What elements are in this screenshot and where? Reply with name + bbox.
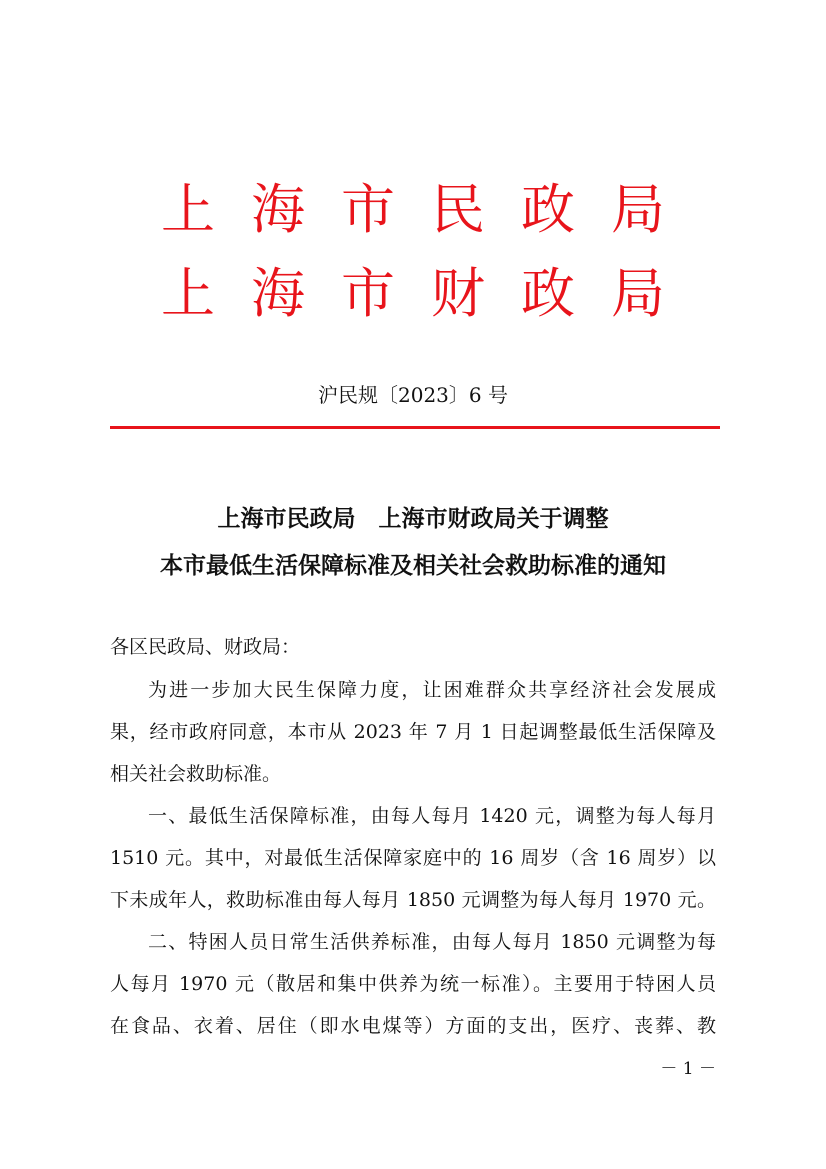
body-line: 二、特困人员日常生活供养标准，由每人每月 1850 元调整为每 (148, 931, 716, 953)
body-line: 一、最低生活保障标准，由每人每月 1420 元，调整为每人每月 (148, 805, 716, 827)
document-number: 沪民规〔2023〕6 号 (318, 383, 508, 407)
body-line: 人每月 1970 元（散居和集中供养为统一标准）。主要用于特困人员 (110, 973, 716, 995)
body-line: 1510 元。其中，对最低生活保障家庭中的 16 周岁（含 16 周岁）以 (110, 847, 716, 869)
document-title-line-1: 上海市民政局 上海市财政局关于调整 (217, 505, 609, 532)
document-title-line-2: 本市最低生活保障标准及相关社会救助标准的通知 (160, 552, 666, 579)
body-line: 相关社会救助标准。 (110, 763, 282, 785)
body-line: 为进一步加大民生保障力度，让困难群众共享经济社会发展成 (148, 679, 716, 701)
red-divider-line (110, 426, 720, 429)
page-number: － 1 － (660, 1059, 716, 1079)
body-line: 果，经市政府同意，本市从 2023 年 7 月 1 日起调整最低生活保障及 (110, 721, 716, 743)
addressee: 各区民政局、财政局： (110, 636, 301, 658)
body-line: 在食品、衣着、居住（即水电煤等）方面的支出，医疗、丧葬、教 (110, 1015, 716, 1037)
body-line: 下未成年人，救助标准由每人每月 1850 元调整为每人每月 1970 元。 (110, 889, 716, 911)
issuer-header-civil-affairs: 上海市民政局 (161, 178, 701, 241)
issuer-header-finance: 上海市财政局 (161, 262, 701, 325)
